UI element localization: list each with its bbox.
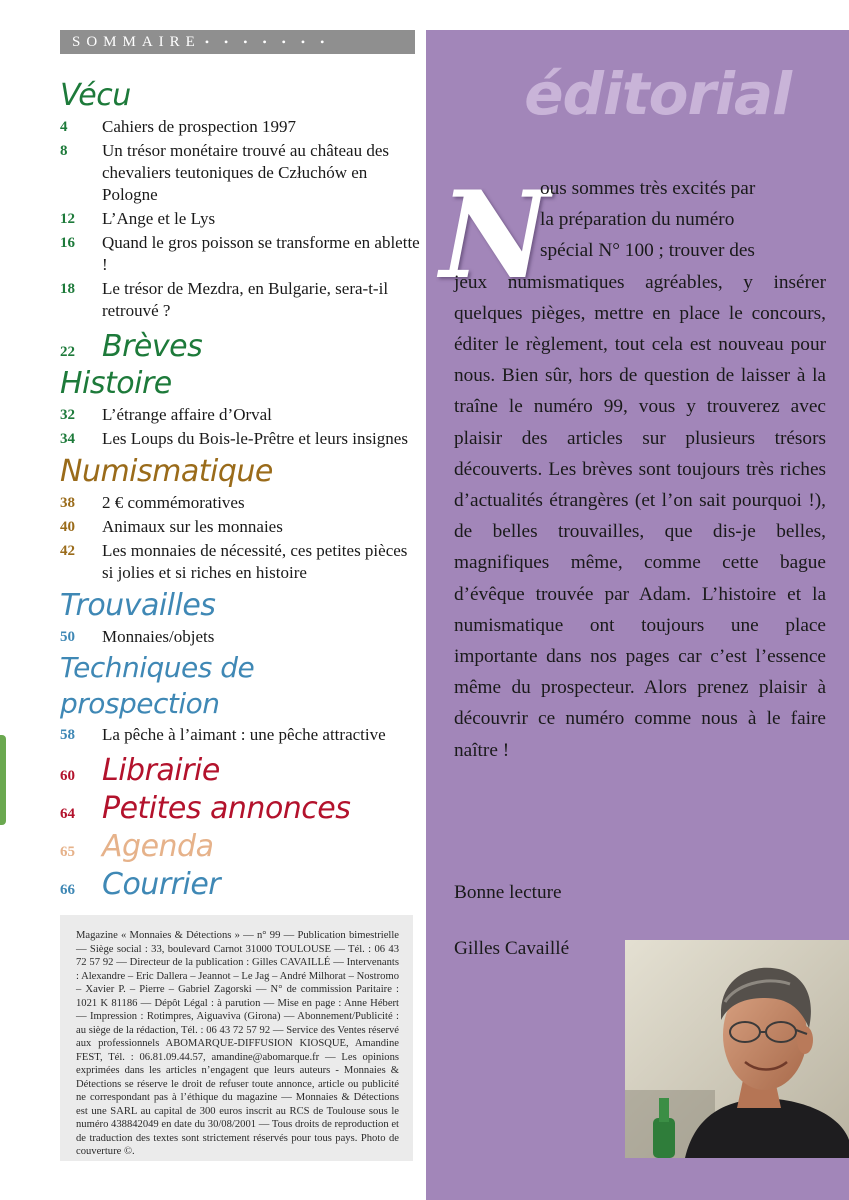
edge-accent-bar xyxy=(0,735,6,825)
header-title: SOMMAIRE xyxy=(72,33,201,50)
header-dots: • • • • • • • xyxy=(204,34,331,49)
toc-section-numismatique: Numismatique xyxy=(60,454,273,489)
editorial-line: spécial N° 100 ; trouver des xyxy=(540,240,755,262)
toc-entry-title: 2 € commémoratives xyxy=(102,493,245,512)
toc-entry-title: Cahiers de prospection 1997 xyxy=(102,117,297,136)
toc-entry-title: Le trésor de Mezdra, en Bulgarie, sera-t-il retrouvé ? xyxy=(102,279,389,320)
toc-page-number: 4 xyxy=(60,119,68,135)
editorial-line: la préparation du numéro xyxy=(540,209,735,231)
toc-entry-title: L’étrange affaire d’Orval xyxy=(102,405,272,424)
editorial-dropcap: N xyxy=(440,165,550,306)
publication-credits: Magazine « Monnaies & Détections » — n° 99 — Publication bimestrielle — Siège social : 33, boulevard Carnot 31000 TOULOUSE — Tél. : 06 43 72 57 92 — Directeur de la publication : Gilles CAVAILLÉ — Intervenants : Alexandre – Eric Dallera – Jeannot – Le Jag – André Milhorat – Nostromo – Xavier P. – Pierre – Gabriel Zagorski — N° de commission Paritaire : 1021 K 81186 — Dépôt Légal : à parution — Mise en page : Anne Hébert — Impression : Rotimpres, Aiguaviva (Girona) — Abonnement/Publicité : au siège de la rédaction, Tél. : 06 43 72 57 92 — Service des Ventes réservé aux professionnels ABOMARQUE-DIFFUSION KIOSQUE, Amandine FEST, Tél. : 06.81.09.44.57, amandine@abomarque.fr — Les opinions exprimées dans les articles n’engagent que leurs auteurs - Monnaies & Détections se réserve le droit de refuser toute annonce, article ou publicité ne correspondant pas à l’éthique du magazine — Monnaies & Détections est une SARL au capital de 300 euros inscrit au RCS de Toulouse sous le numéro 438842049 en date du 30/08/2001 — Tous droits de reproduction et de traduction des textes sont strictement réservés pour tous pays. Photo de couverture ©. xyxy=(60,915,413,1161)
toc-page-number: 32 xyxy=(60,407,75,423)
toc-entry-title: L’Ange et le Lys xyxy=(102,209,216,228)
toc-entry-title: Quand le gros poisson se transforme en ablette ! xyxy=(102,233,420,274)
toc-section-courrier[interactable] xyxy=(60,866,420,904)
toc-page-number: 38 xyxy=(60,495,75,511)
toc-section-trouvailles: Trouvailles xyxy=(60,588,216,623)
editorial-signature: Gilles Cavaillé xyxy=(454,938,570,959)
toc-section-title: Librairie xyxy=(102,753,220,788)
toc-entry[interactable] xyxy=(60,428,420,450)
toc-section-annonces[interactable] xyxy=(60,790,420,828)
section-header-bar xyxy=(60,30,415,54)
toc-entry-title: Monnaies/objets xyxy=(102,627,215,646)
toc-page-number: 16 xyxy=(60,235,75,251)
toc-page-number: 12 xyxy=(60,211,75,227)
toc-page-number: 42 xyxy=(60,543,75,559)
toc-page-number: 60 xyxy=(60,768,75,784)
toc-page-number: 64 xyxy=(60,806,75,822)
toc-section-title: Petites annonces xyxy=(102,791,351,826)
toc-page-number: 50 xyxy=(60,629,75,645)
toc-section-vecu: Vécu xyxy=(60,78,131,113)
toc-page-number: 22 xyxy=(60,344,75,360)
toc-section-breves[interactable] xyxy=(60,328,420,366)
toc-entry-title: Les Loups du Bois-le-Prêtre et leurs insignes xyxy=(102,429,408,448)
toc-page-number: 34 xyxy=(60,431,75,447)
toc-section-title: Brèves xyxy=(102,329,203,364)
toc-page-number: 8 xyxy=(60,143,68,159)
toc-entry-title: Un trésor monétaire trouvé au château des chevaliers teutoniques de Człuchów en Pologne xyxy=(102,141,389,204)
toc-section-techniques: Techniques de prospection xyxy=(60,651,255,720)
portrait-illustration xyxy=(625,940,849,1158)
toc-entry-title: Animaux sur les monnaies xyxy=(102,517,283,536)
editorial-closing: Bonne lecture xyxy=(454,882,562,903)
toc-section-librairie[interactable] xyxy=(60,752,420,790)
toc-entry[interactable] xyxy=(60,116,420,138)
toc-entry[interactable] xyxy=(60,208,420,230)
toc-entry[interactable] xyxy=(60,540,420,584)
toc-entry[interactable] xyxy=(60,404,420,426)
toc-page-number: 58 xyxy=(60,727,75,743)
table-of-contents xyxy=(60,78,420,904)
editorial-title: éditorial xyxy=(524,60,791,128)
toc-entry[interactable] xyxy=(60,278,420,322)
toc-entry[interactable] xyxy=(60,724,420,746)
toc-section-title: Agenda xyxy=(102,829,214,864)
toc-entry[interactable] xyxy=(60,516,420,538)
toc-page-number: 18 xyxy=(60,281,75,297)
toc-page-number: 65 xyxy=(60,844,75,860)
toc-page-number: 40 xyxy=(60,519,75,535)
toc-entry[interactable] xyxy=(60,626,420,648)
toc-section-agenda[interactable] xyxy=(60,828,420,866)
toc-section-title: Courrier xyxy=(102,867,221,902)
editorial-paragraph: jeux numismatiques agréables, y insérer quelques pièges, mettre en place le concours, éditer le règlement, tout cela est nouveau pour nous. Bien sûr, hors de question de laisser à la traîne le numéro 99, vous y trouverez avec plaisir des articles sur plusieurs trésors découverts. Les brèves sont toujours très riches d’actualités étrangères (et l’on sait pourquoi !), de belles trouvailles, que dis-je belles, magnifiques même, comme cette bague d’évêque trouvée par Adam. L’histoire et la numismatique ont toujours une place importante dans nos pages car c’est l’essence même du prospecteur. Alors prenez plaisir à découvrir ce numéro comme nous à le faire naître ! xyxy=(454,271,826,761)
toc-entry[interactable] xyxy=(60,232,420,276)
editorial-body xyxy=(454,173,826,766)
toc-entry-title: La pêche à l’aimant : une pêche attractive xyxy=(102,725,386,744)
toc-section-histoire: Histoire xyxy=(60,366,172,401)
editor-portrait-photo xyxy=(625,940,849,1158)
editorial-line: ous sommes très excités par xyxy=(540,178,756,199)
toc-entry[interactable] xyxy=(60,492,420,514)
toc-entry-title: Les monnaies de nécessité, ces petites pièces si jolies et si riches en histoire xyxy=(102,541,408,582)
toc-entry[interactable] xyxy=(60,140,420,206)
toc-page-number: 66 xyxy=(60,882,75,898)
